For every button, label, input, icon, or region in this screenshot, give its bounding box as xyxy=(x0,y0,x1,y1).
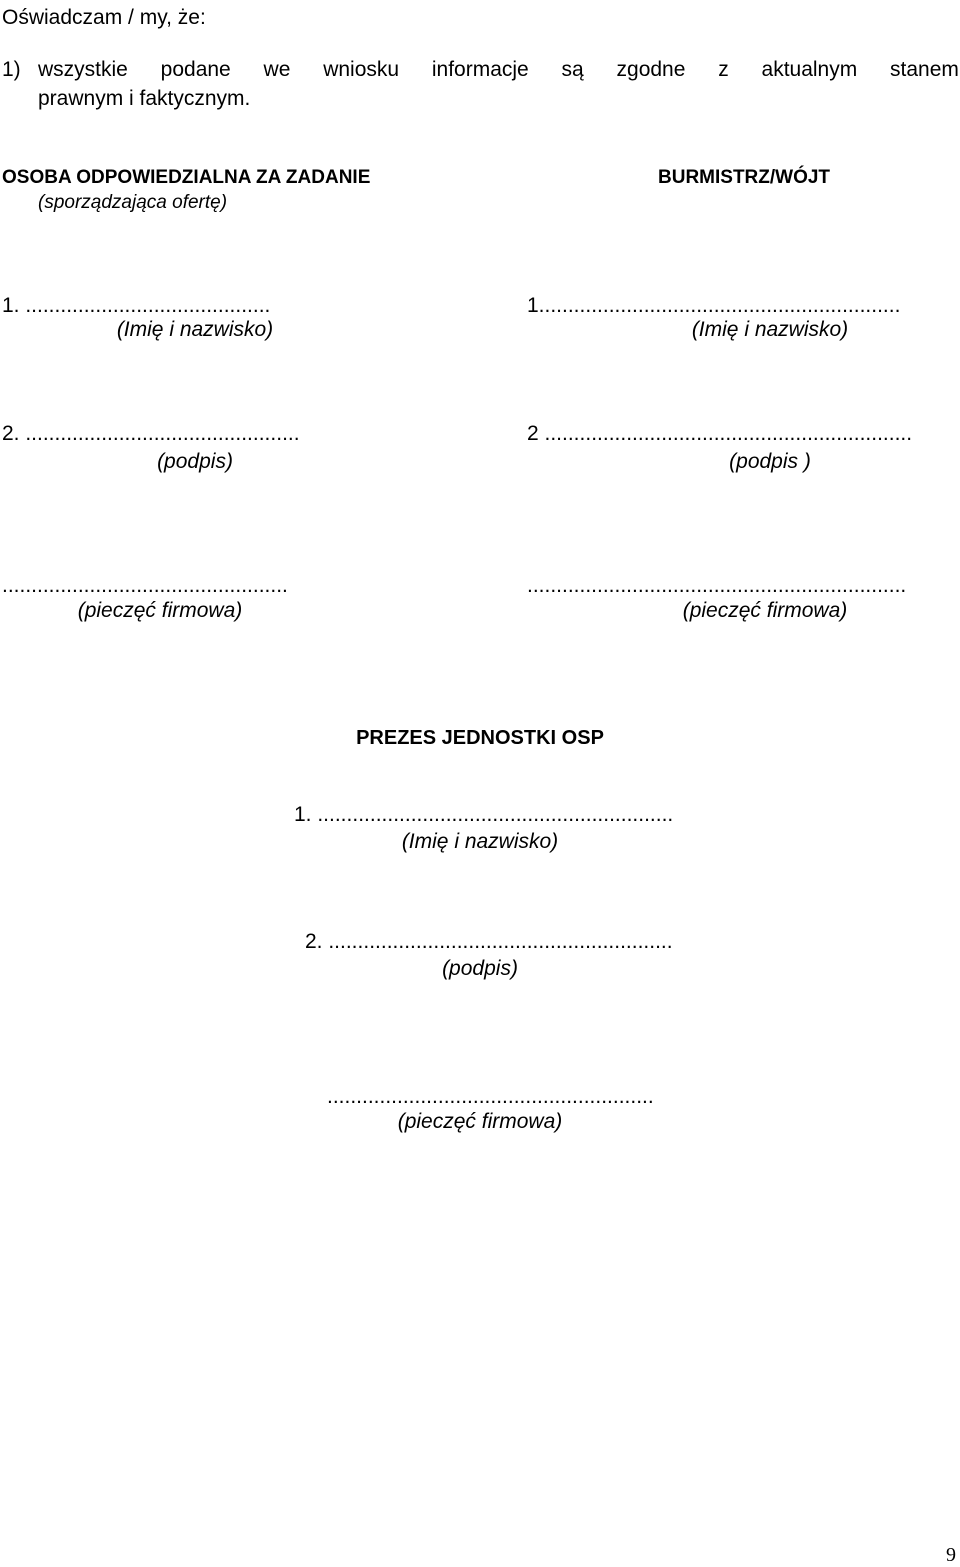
left-name-line: 1. .......................................... xyxy=(2,294,271,317)
statement-word: wszystkie xyxy=(38,58,128,81)
bottom-stamp-caption: (pieczęć firmowa) xyxy=(397,1110,563,1133)
left-name-caption: (Imię i nazwisko) xyxy=(116,318,274,341)
statement-word: informacje xyxy=(431,58,529,81)
bottom-name-caption: (Imię i nazwisko) xyxy=(401,830,559,853)
statement-number: 1) xyxy=(2,58,21,81)
right-signature-caption: (podpis ) xyxy=(729,450,811,473)
bottom-heading: PREZES JEDNOSTKI OSP xyxy=(356,727,604,749)
statement-word: we xyxy=(263,58,291,81)
right-stamp-caption: (pieczęć firmowa) xyxy=(682,599,848,622)
right-stamp-line: ................................................................. xyxy=(527,574,907,597)
statement-word: są xyxy=(561,58,584,81)
statement-word: zgodne xyxy=(616,58,686,81)
right-heading: BURMISTRZ/WÓJT xyxy=(658,167,831,188)
statement-word: podane xyxy=(160,58,231,81)
statement-word: stanem xyxy=(890,58,959,81)
bottom-signature-caption: (podpis) xyxy=(442,957,518,980)
left-stamp-line: ................................................. xyxy=(2,574,288,597)
left-heading: OSOBA ODPOWIEDZIALNA ZA ZADANIE xyxy=(2,167,371,188)
statement-line-2: prawnym i faktycznym. xyxy=(38,87,251,110)
bottom-signature-line: 2. ........................................................... xyxy=(305,930,673,953)
declaration-intro: Oświadczam / my, że: xyxy=(2,6,206,29)
left-signature-caption: (podpis) xyxy=(157,450,233,473)
left-signature-line: 2. ............................................... xyxy=(2,422,300,445)
right-signature-line: 2 ............................................................... xyxy=(527,422,913,445)
left-stamp-caption: (pieczęć firmowa) xyxy=(77,599,243,622)
statement-word: aktualnym xyxy=(761,58,858,81)
statement-word: wniosku xyxy=(323,58,400,81)
statement-word: z xyxy=(718,58,729,81)
bottom-stamp-line: ........................................................ xyxy=(327,1085,654,1108)
page-number: 9 xyxy=(946,1544,956,1566)
right-name-caption: (Imię i nazwisko) xyxy=(691,318,849,341)
statement-line-1 xyxy=(38,57,959,82)
bottom-name-line: 1. ............................................................. xyxy=(294,803,674,826)
right-name-line: 1.............................................................. xyxy=(527,294,901,317)
left-subheading: (sporządzająca ofertę) xyxy=(38,192,228,213)
